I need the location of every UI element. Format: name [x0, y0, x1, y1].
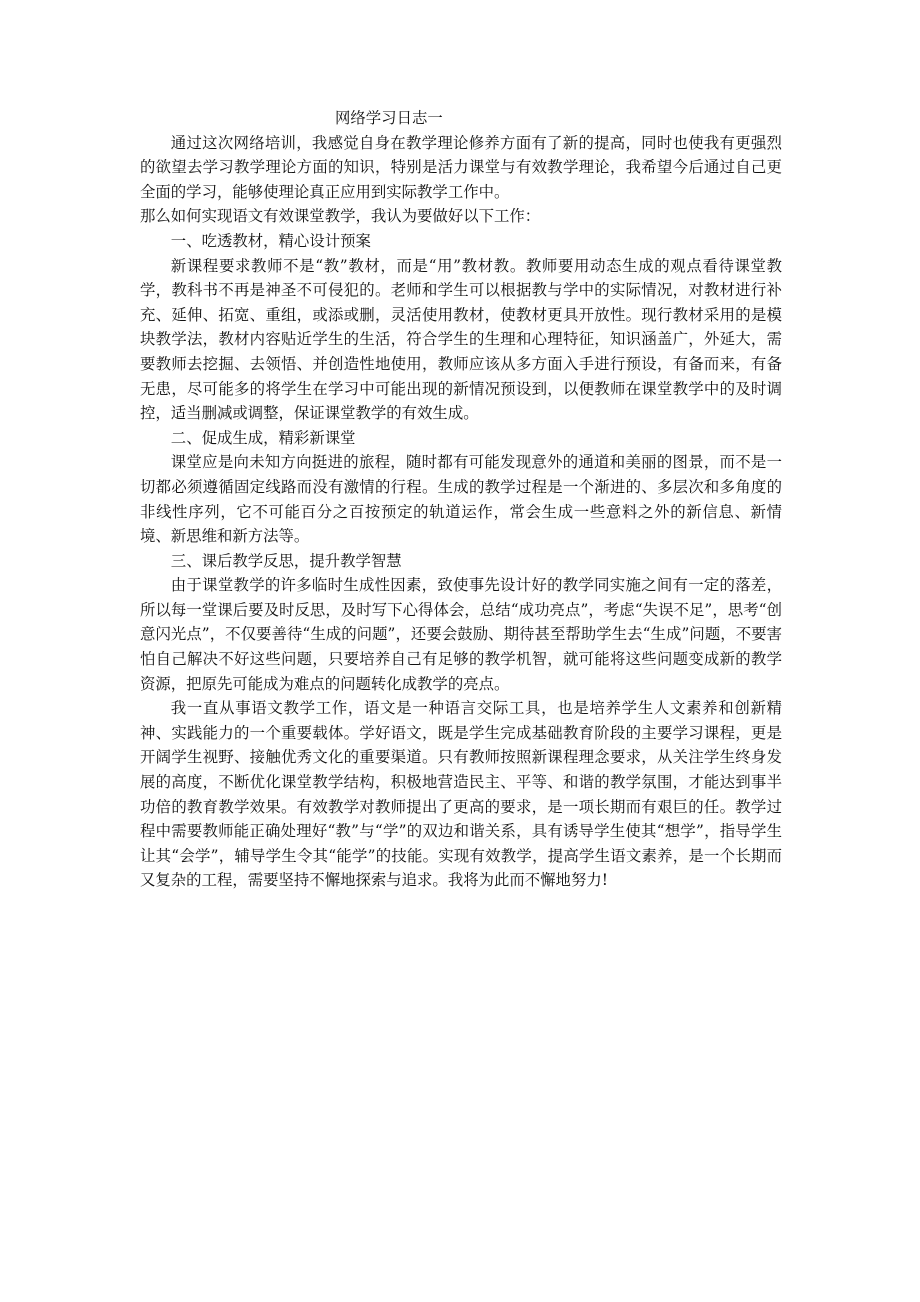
- document-body: [140, 106, 782, 893]
- section-heading-1: 一、吃透教材，精心设计预案: [170, 231, 371, 250]
- document-title: 网络学习日志一: [335, 109, 443, 127]
- conclusion-paragraph: 我一直从事语文教学工作，语文是一种语言交际工具，也是培养学生人文素养和创新精神、实践能力的一个重要载体。学好语文，既是学生完成基础教育阶段的主要学习课程，更是开阔学生视野、接触优秀文化的重要渠道。只有教师按照新课程理念要求，从关注学生终身发展的高度，不断优化课堂教学结构，积极地营造民主、平等、和谐的教学氛围，才能达到事半功倍的教育教学效果。有效教学对教师提出了更高的要求，是一项长期而有艰巨的任。教学过程中需要教师能正确处理好“教”与“学”的双边和谐关系，具有诱导学生使其“想学”，指导学生让其“会学”，辅导学生令其“能学”的技能。实现有效教学，提高学生语文素养，是一个长期而又复杂的工程，需要坚持不懈地探索与追求。我将为此而不懈地努力!: [140, 699, 782, 890]
- intro-paragraph: 通过这次网络培训，我感觉自身在教学理论修养方面有了新的提高，同时也使我有更强烈的欲望去学习教学理论方面的知识，特别是活力课堂与有效教学理论，我希望今后通过自己更全面的学习，能够使理论真正应用到实际教学工作中。: [140, 133, 782, 201]
- section-heading-3: 三、课后教学反思，提升教学智慧: [170, 551, 402, 570]
- section-heading-2: 二、促成生成，精彩新课堂: [170, 428, 356, 447]
- section-3-paragraph: 由于课堂教学的许多临时生成性因素，致使事先设计好的教学同实施之间有一定的落差，所以每一堂课后要及时反思，及时写下心得体会，总结“成功亮点”，考虑“失误不足”，思考“创意闪光点”，不仅要善待“生成的问题”，还要会鼓励、期待甚至帮助学生去“生成”问题，不要害怕自己解决不好这些问题，只要培养自己有足够的教学机智，就可能将这些问题变成新的教学资源，把原先可能成为难点的问题转化成教学的亮点。: [140, 576, 782, 693]
- question-paragraph: 那么如何实现语文有效课堂教学，我认为要做好以下工作：: [140, 207, 541, 226]
- section-1-paragraph: 新课程要求教师不是“教”教材，而是“用”教材教。教师要用动态生成的观点看待课堂教学，教科书不再是神圣不可侵犯的。老师和学生可以根据教与学中的实际情况，对教材进行补充、延伸、拓宽、重组，或添或删，灵活使用教材，使教材更具开放性。现行教材采用的是模块教学法，教材内容贴近学生的生活，符合学生的生理和心理特征，知识涵盖广，外延大，需要教师去挖掘、去领悟、并创造性地使用，教师应该从多方面入手进行预设，有备而来，有备无患，尽可能多的将学生在学习中可能出现的新情况预设到，以便教师在课堂教学中的及时调控，适当删减或调整，保证课堂教学的有效生成。: [140, 256, 782, 423]
- section-2-paragraph: 课堂应是向未知方向挺进的旅程，随时都有可能发现意外的通道和美丽的图景，而不是一切都必须遵循固定线路而没有激情的行程。生成的教学过程是一个渐进的、多层次和多角度的非线性序列，它不可能百分之百按预定的轨道运作，常会生成一些意料之外的新信息、新情境、新思维和新方法等。: [140, 453, 782, 546]
